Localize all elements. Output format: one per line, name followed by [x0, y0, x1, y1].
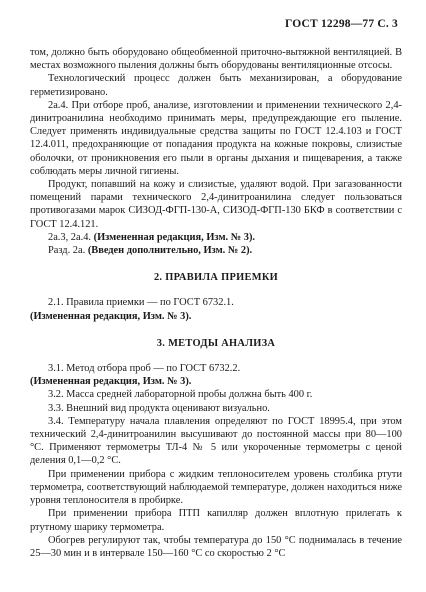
- paragraph-3-2: 3.2. Масса средней лабораторной пробы должна быть 400 г.: [48, 389, 313, 401]
- paragraph-product: Продукт, попавший на кожу и слизистые, удаляют водой. При загазованности помещений парами технического 2,4-динитроанилина следует пользоваться противогазами марок СИЗОД-ФГП-130-А, СИЗОД-ФГП-130 БКФ в соответствии с ГОСТ 12.4.121.: [30, 179, 402, 230]
- paragraph-3-4: 3.4. Температуру начала плавления определяют по ГОСТ 18995.4, при этом технический 2,4-динитроанилин высушивают до постоянной массы при 80—100 °С. Применяют термометры ТЛ-4 № 5 или укороченные термометры с ценой деления 0,1—0,2 °С.: [30, 415, 402, 467]
- amendment-note-1: [30, 231, 402, 244]
- paragraph-continuation: том, должно быть оборудовано общеобменной приточно-вытяжной вентиляцией. В местах возможного пыления должны быть оборудованы вентиляционные отсосы.: [30, 47, 402, 72]
- paragraph-3-3: 3.3. Внешний вид продукта оценивают визуально.: [48, 402, 270, 414]
- amendment-text: (Введен дополнительно, Изм. № 2).: [87, 245, 253, 257]
- document-body: [30, 46, 402, 560]
- paragraph-technology: Технологический процесс должен быть механизирован, а оборудование герметизировано.: [30, 73, 402, 98]
- page-header: ГОСТ 12298—77 С. 3: [285, 18, 398, 30]
- paragraph-3-1: 3.1. Метод отбора проб — по ГОСТ 6732.2.: [48, 363, 241, 375]
- section-2-title: 2. ПРАВИЛА ПРИЕМКИ: [153, 272, 279, 284]
- amendment-note-3: (Измененная редакция, Изм. № 3).: [30, 310, 192, 322]
- paragraph-heating: Обогрев регулируют так, чтобы температура до 150 °С поднималась в течение 25—30 мин и в интервале 150—160 °С со скоростью 2 °С: [30, 534, 402, 559]
- amendment-ref: 2а.3, 2а.4.: [48, 231, 91, 243]
- amendment-text: (Измененная редакция, Изм. № 3).: [93, 231, 256, 243]
- section-3-title: 3. МЕТОДЫ АНАЛИЗА: [156, 337, 276, 349]
- paragraph-2a4: 2а.4. При отборе проб, анализе, изготовлении и применении технического 2,4-динитроанилина необходимо принимать меры, предупреждающие его пыление. Следует применять индивидуальные средства защиты по ГОСТ 12.4.103 и ГОСТ 12.4.011, предохраняющие от попадания продукта на кожные покровы, слизистые оболочки, от проникновения его пыли в органы дыхания и пищеварения, а также соблюдать меры личной гигиены.: [30, 99, 402, 177]
- paragraph-ptp-device: При применении прибора ПТП капилляр должен вплотную прилегать к ртутному шарику термометра.: [30, 508, 402, 533]
- paragraph-liquid-heat-carrier: При применении прибора с жидким теплоносителем уровень столбика ртути термометра, соответствующий наблюдаемой температуре, должен находиться ниже уровня теплоносителя в пробирке.: [30, 468, 402, 507]
- amendment-note-4: (Измененная редакция, Изм. № 3).: [30, 376, 192, 388]
- amendment-ref: Разд. 2а.: [48, 245, 86, 257]
- paragraph-2-1: 2.1. Правила приемки — по ГОСТ 6732.1.: [48, 297, 234, 309]
- amendment-note-2: [30, 244, 402, 257]
